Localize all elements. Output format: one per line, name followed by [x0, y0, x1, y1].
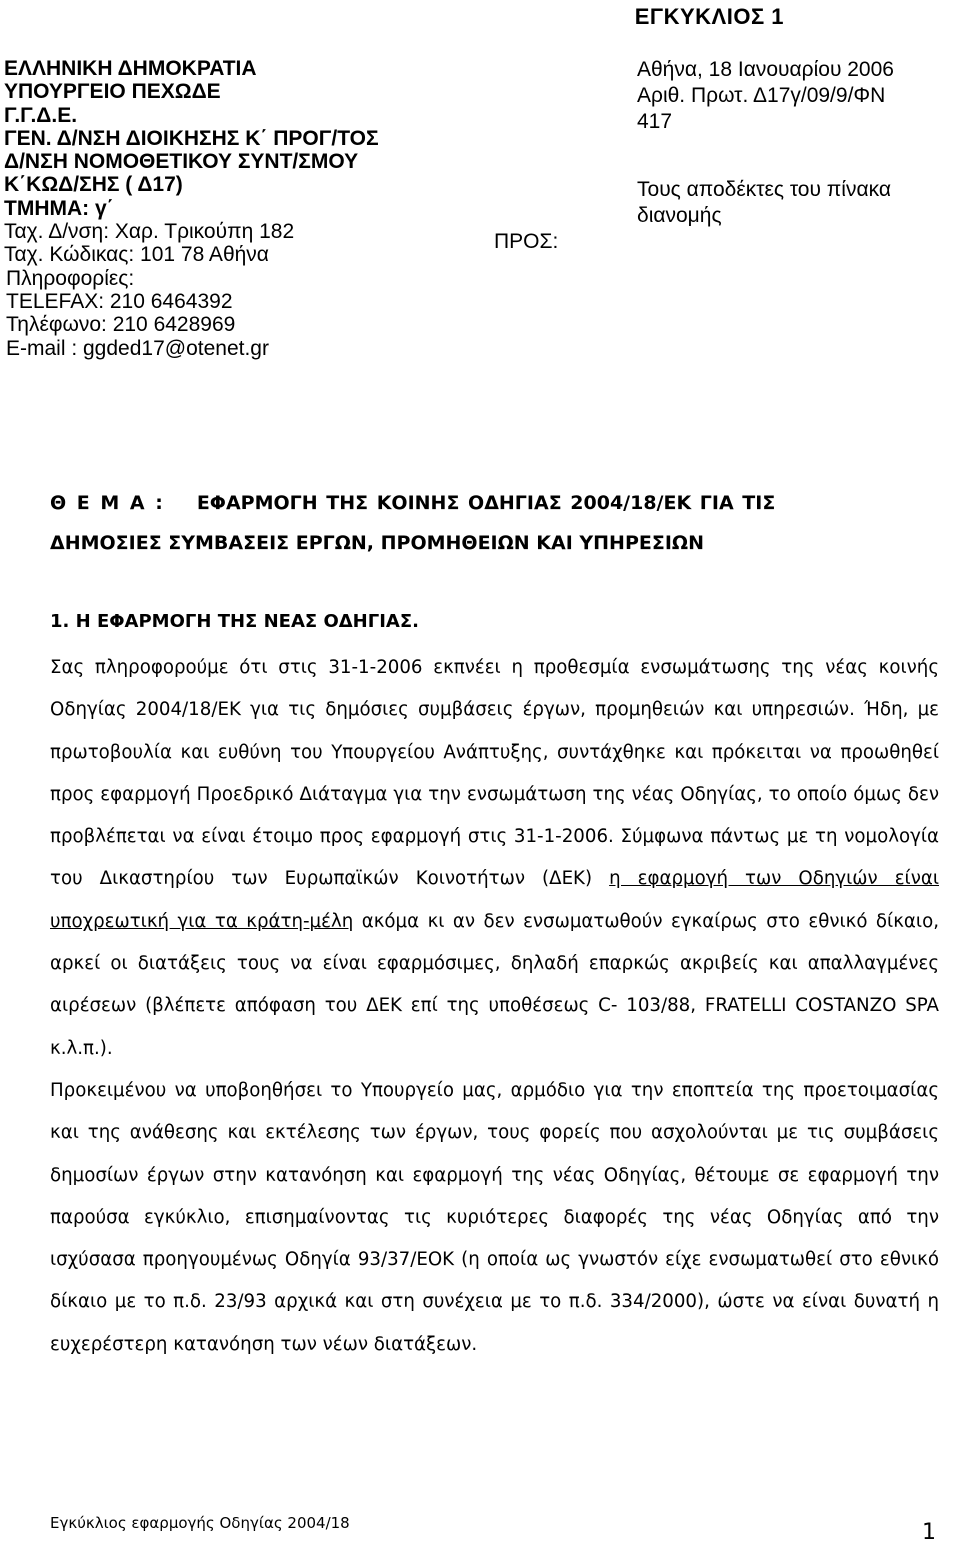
sender-detail: TELEFAX: 210 6464392: [6, 289, 233, 313]
sender-line: Γ.Γ.Δ.Ε.: [4, 103, 78, 127]
subject-text-1: ΕΦΑΡΜΟΓΗ ΤΗΣ ΚΟΙΝΗΣ ΟΔΗΓΙΑΣ 2004/18/ΕΚ ΓΙΑ ΤΙΣ: [196, 492, 776, 514]
document-meta: [637, 57, 960, 229]
paragraph-text: Σας πληροφορούμε ότι στις 31-1-2006 εκπνέει η προθεσμία ενσωμάτωσης της νέας κοινής Οδηγίας 2004/18/ΕΚ για τις δημόσιες συμβάσεις έργων, προμηθειών και υπηρεσιών. Ήδη, με πρωτοβουλία και ευθύνη του Υπουργείου Ανάπτυξης, συντάχθηκε και πρόκειται να προωθηθεί προς εφαρμογή Προεδρικό Διάταγμα για την ενσωμάτωση της νέας Οδηγίας, το οποίο όμως δεν προβλέπεται να είναι έτοιμο προς εφαρμογή στις 31-1-2006. Σύμφωνα πάντως με τη νομολογία του Δικαστηρίου των Ευρωπαϊκών Κοινοτήτων (ΔΕΚ): [50, 657, 939, 890]
to-label: ΠΡΟΣ:: [494, 230, 559, 253]
sender-line: ΤΜΗΜΑ: γ΄: [4, 196, 114, 220]
paragraph: [50, 647, 939, 1070]
underlined-text: η εφαρμογή των Οδηγιών είναι υποχρεωτική για τα κράτη-μέλη: [50, 868, 939, 932]
section-heading: 1. Η ΕΦΑΡΜΟΓΗ ΤΗΣ ΝΕΑΣ ΟΔΗΓΙΑΣ.: [50, 611, 419, 632]
subject-line: [50, 483, 939, 523]
body-text: [50, 647, 939, 1366]
subject-text-2: ΔΗΜΟΣΙΕΣ ΣΥΜΒΑΣΕΙΣ ΕΡΓΩΝ, ΠΡΟΜΗΘΕΙΩΝ ΚΑΙ ΥΠΗΡΕΣΙΩΝ: [50, 532, 704, 554]
sender-email: E-mail : ggded17@otenet.gr: [6, 336, 269, 360]
sender-line: Δ/ΝΣΗ ΝΟΜΟΘΕΤΙΚΟΥ ΣΥΝΤ/ΣΜΟΥ: [4, 150, 359, 174]
recipients-line: Τους αποδέκτες του πίνακα: [637, 178, 891, 201]
protocol-number-cont: 417: [637, 110, 673, 133]
footer-text: Εγκύκλιος εφαρμογής Οδηγίας 2004/18: [50, 1514, 350, 1532]
sender-line: ΓΕΝ. Δ/ΝΣΗ ΔΙΟΙΚΗΣΗΣ Κ΄ ΠΡΟΓ/ΤΟΣ: [4, 126, 379, 150]
document-date: Αθήνα, 18 Ιανουαρίου 2006: [637, 58, 894, 81]
recipients: [637, 177, 960, 229]
page-number: 1: [922, 1520, 936, 1545]
subject-label: Θ Ε Μ Α :: [50, 492, 163, 514]
sender-line: ΕΛΛΗΝΙΚΗ ΔΗΜΟΚΡΑΤΙΑ: [4, 57, 257, 80]
sender-detail: Πληροφορίες:: [6, 266, 135, 290]
sender-detail: Ταχ. Κώδικας: 101 78 Αθήνα: [4, 243, 269, 267]
sender-block: [4, 57, 464, 360]
sender-detail: Ταχ. Δ/νση: Χαρ. Τρικούπη 182: [4, 220, 295, 244]
sender-detail: Τηλέφωνο: 210 6428969: [6, 313, 236, 337]
paragraph-text: ακόμα κι αν δεν ενσωματωθούν εγκαίρως στο εθνικό δίκαιο, αρκεί οι διατάξεις τους να είναι εφαρμόσιμες, δηλαδή επαρκώς ακριβείς και απαλλαγμένες αιρέσεων (βλέπετε απόφαση του ΔΕΚ επί της υποθέσεως C- 103/88, FRATELLI COSTANZO SPA κ.λ.π.).: [50, 910, 939, 1059]
page-title: ΕΓΚΥΚΛΙΟΣ 1: [634, 4, 784, 29]
protocol-number: Αριθ. Πρωτ. Δ17γ/09/9/ΦΝ: [637, 84, 886, 107]
sender-line: ΥΠΟΥΡΓΕΙΟ ΠΕΧΩΔΕ: [4, 80, 221, 104]
paragraph: Προκειμένου να υποβοηθήσει το Υπουργείο μας, αρμόδιο για την εποπτεία της προετοιμασίας και της ανάθεσης και εκτέλεσης των έργων, τους φορείς που ασχολούνται με τις συμβάσεις δημοσίων έργων στην κατανόηση και εφαρμογή της νέας Οδηγίας, θέτουμε σε εφαρμογή την παρούσα εγκύκλιο, επισημαίνοντας τις κυριότερες διαφορές της νέας Οδηγίας από την ισχύσασα προηγουμένως Οδηγία 93/37/ΕΟΚ (η οποία ως γνωστόν είχε ενσωματωθεί στο εθνικό δίκαιο με το π.δ. 23/93 αρχικά και στη συνέχεια με το π.δ. 334/2000), ώστε να είναι δυνατή η ευχερέστερη κατανόηση των νέων διατάξεων.: [50, 1079, 939, 1355]
recipients-line: διανομής: [637, 204, 722, 227]
sender-line: Κ΄ΚΩΔ/ΣΗΣ ( Δ17): [4, 173, 183, 197]
subject: [50, 483, 939, 563]
